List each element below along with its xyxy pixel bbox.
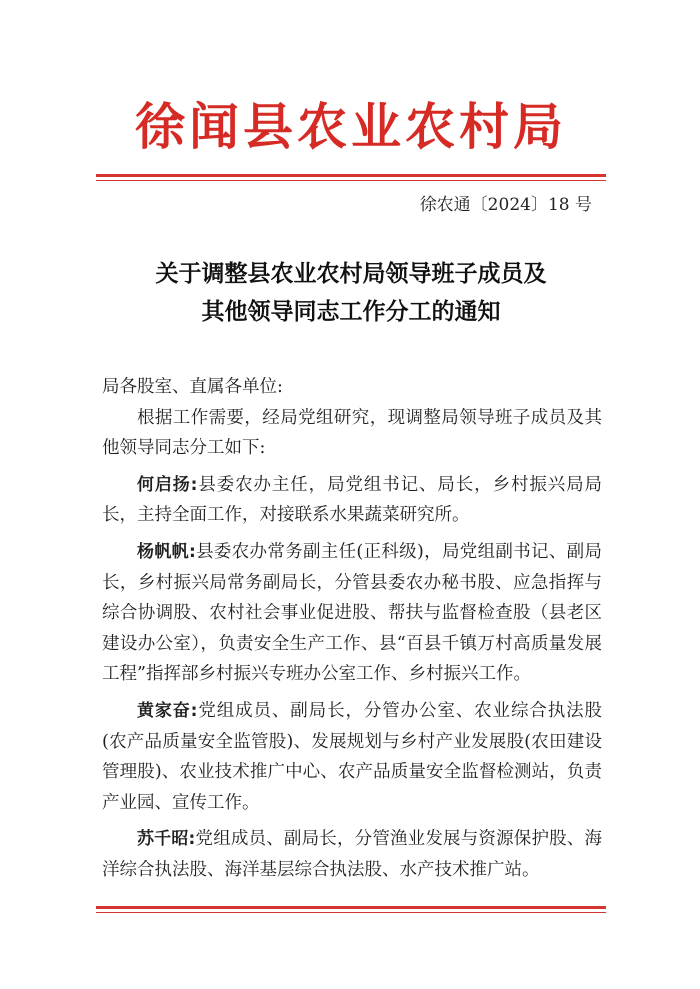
document-title-line-1: 关于调整县农业农村局领导班子成员及 — [155, 261, 547, 287]
leader-duties: 县委农办主任，局党组书记、局长，乡村振兴局局长，主持全面工作，对接联系水果蔬菜研究所。 — [102, 474, 602, 526]
document-title — [96, 255, 606, 331]
document-title-line-2: 其他领导同志工作分工的通知 — [201, 299, 501, 325]
assignment-paragraph — [102, 696, 602, 818]
leader-duties: 党组成员、副局长，分管办公室、农业综合执法股(农产品质量安全监管股)、发展规划与乡村产业发展股(农田建设管理股)、农业技术推广中心、农产品质量安全监督检测站，负责产业园、宣传工作。 — [102, 700, 602, 813]
leader-name: 苏千昭: — [137, 829, 196, 850]
letterhead-rule-thin — [96, 180, 606, 181]
footer-rule-thin — [96, 912, 606, 913]
leader-name: 黄家奋: — [137, 700, 198, 721]
leader-name: 何启扬: — [137, 474, 198, 495]
footer-rule-thick — [96, 906, 606, 909]
assignment-paragraph — [102, 824, 602, 885]
org-letterhead-title: 徐闻县农业农村局 — [135, 97, 567, 156]
leader-duties: 党组成员、副局长，分管渔业发展与资源保护股、海洋综合执法股、海洋基层综合执法股、水产技术推广站。 — [102, 829, 602, 880]
assignment-paragraph — [102, 537, 602, 690]
document-number: 徐农通〔2024〕18 号 — [419, 195, 592, 215]
letterhead-rule-thick — [96, 174, 606, 177]
salutation: 局各股室、直属各单位: — [102, 377, 283, 397]
intro-paragraph: 根据工作需要，经局党组研究，现调整局领导班子成员及其他领导同志分工如下: — [102, 407, 602, 459]
document-body — [102, 372, 602, 886]
leader-duties: 县委农办常务副主任(正科级)，局党组副书记、副局长，乡村振兴局常务副局长，分管县委农办秘书股、应急指挥与综合协调股、农村社会事业促进股、帮扶与监督检查股（县老区建设办公室），负责安全生产工作、县“百县千镇万村高质量发展工程”指挥部乡村振兴专班办公室工作、乡村振兴工作。 — [102, 541, 602, 685]
assignment-paragraph — [102, 470, 602, 531]
leader-name: 杨帆帆: — [137, 541, 196, 562]
